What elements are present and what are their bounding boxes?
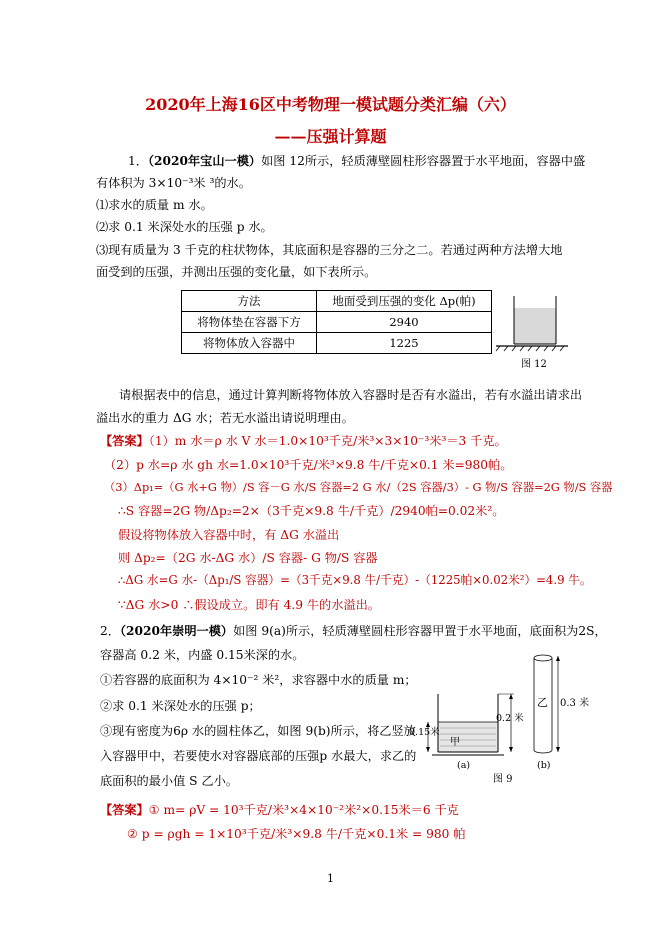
q2-sub-2: ②求 0.1 米深处水的压强 p； — [100, 699, 261, 713]
q1-sub-2: ⑵求 0.1 米深处水的压强 p 水。 — [96, 220, 273, 234]
q1-sub-3b: 面受到的压强，并测出压强的变化量，如下表所示。 — [96, 265, 377, 279]
q1-source: （2020年宝山一模） — [147, 154, 262, 168]
q2-answer-line-1: 【答案】① m= ρV = 10³千克/米³×4×10⁻²米²×0.15米＝6 千克 — [100, 803, 459, 817]
table-row — [182, 312, 492, 333]
q1-ask-2: 溢出水的重力 ΔG 水；若无水溢出请说明理由。 — [96, 411, 354, 425]
q2-stem-line-1: 2．（2020年崇明一模）如图 9(a)所示，轻质薄壁圆柱形容器甲置于水平地面，底面积为2S， — [100, 624, 607, 638]
q2-sub-3b: 入容器甲中，若要使水对容器底部的压强p 水最大，求乙的 — [100, 749, 417, 763]
table-cell-method: 将物体放入容器中 — [182, 333, 317, 354]
q1-answer-line-7: ∴ΔG 水=G 水-（Δp₁/S 容器）=（3千克×9.8 牛/千克）-（1225帕×0.02米²）=4.9 牛。 — [118, 573, 592, 587]
fig9-label-yi: 乙 — [537, 696, 548, 709]
water-fill — [438, 722, 498, 752]
q1-stem-line-1: 1．（2020年宝山一模）如图 12所示，轻质薄壁圆柱形容器置于水平地面，容器中盛 — [128, 154, 586, 168]
q2-sub-3a: ③现有密度为6ρ 水的圆柱体乙，如图 9(b)所示，将乙竖放 — [100, 724, 416, 738]
q2-sub-1: ①若容器的底面积为 4×10⁻² 米²，求容器中水的质量 m； — [100, 673, 417, 687]
answer-tag: 【答案】 — [100, 434, 149, 448]
q1-answer-line-5: 假设将物体放入容器中时，有 ΔG 水溢出 — [118, 528, 340, 542]
page-title: 2020年上海16区中考物理一模试题分类汇编（六） — [145, 95, 516, 114]
fig9-label-jia: 甲 — [450, 737, 460, 748]
answer-tag: 【答案】 — [100, 803, 149, 817]
page-subtitle: ——压强计算题 — [274, 127, 387, 146]
fig9-label-03: 0.3 米 — [560, 698, 590, 709]
fig9-label-a: (a) — [457, 760, 471, 771]
q2-source: （2020年崇明一模） — [119, 624, 234, 638]
q1-answer-line-8: ∵ΔG 水>0 ∴假设成立。即有 4.9 牛的水溢出。 — [118, 598, 380, 612]
page-number: 1 — [327, 872, 334, 885]
figure-12-caption: 图 12 — [521, 359, 547, 370]
table-header-change: 地面受到压强的变化 Δp(帕) — [317, 291, 492, 312]
q1-answer-line-3: （3）Δp₁=（G 水+G 物）/S 容－G 水/S 容器=2 G 水/（2S 容器/3）- G 物/S 容器=2G 物/S 容器 — [104, 481, 613, 494]
q2-answer-line-2: ② p = ρgh = 1×10³千克/米³×9.8 牛/千克×0.1米 = 980 帕 — [127, 827, 466, 841]
q2-sub-3c: 底面积的最小值 S 乙小。 — [100, 774, 238, 788]
table-header-method: 方法 — [182, 291, 317, 312]
table-cell-value: 1225 — [317, 333, 492, 354]
water-fill — [514, 308, 556, 344]
q1-sub-3a: ⑶现有质量为 3 千克的柱状物体，其底面积是容器的三分之二。若通过两种方法增大地 — [96, 243, 563, 257]
q2-stem-line-2: 容器高 0.2 米，内盛 0.15米深的水。 — [100, 648, 305, 662]
q1-methods-table — [181, 290, 492, 354]
table-cell-method: 将物体垫在容器下方 — [182, 312, 317, 333]
q1-answer-line-1: 【答案】（1）m 水＝ρ 水 V 水＝1.0×10³千克/米³×3×10⁻³米³＝3 千克。 — [100, 434, 507, 448]
q1-sub-1: ⑴求水的质量 m 水。 — [96, 198, 213, 212]
figure-12-container — [494, 290, 569, 352]
fig9-label-015: 0.15米 — [409, 727, 440, 738]
q1-answer-line-6: 则 Δp₂=（2G 水-ΔG 水）/S 容器- G 物/S 容器 — [118, 551, 378, 565]
q1-answer-line-4: ∴S 容器=2G 物/Δp₂=2×（3千克×9.8 牛/千克）/2940帕=0.02米²。 — [118, 504, 505, 518]
q1-stem-line-2: 有体积为 3×10⁻³米 ³的水。 — [96, 176, 251, 190]
table-row — [182, 333, 492, 354]
table-header-row — [182, 291, 492, 312]
figure-9-caption: 图 9 — [493, 774, 513, 785]
q1-ask-1: 请根据表中的信息，通过计算判断将物体放入容器时是否有水溢出，若有水溢出请求出 — [119, 388, 583, 402]
fig9-label-b: (b) — [537, 760, 551, 771]
fig9-label-02: 0.2 米 — [496, 713, 524, 724]
table-cell-value: 2940 — [317, 312, 492, 333]
q1-answer-line-2: （2）p 水=ρ 水 gh 水=1.0×10³千克/米³×9.8 牛/千克×0.1 米=980帕。 — [104, 458, 513, 472]
